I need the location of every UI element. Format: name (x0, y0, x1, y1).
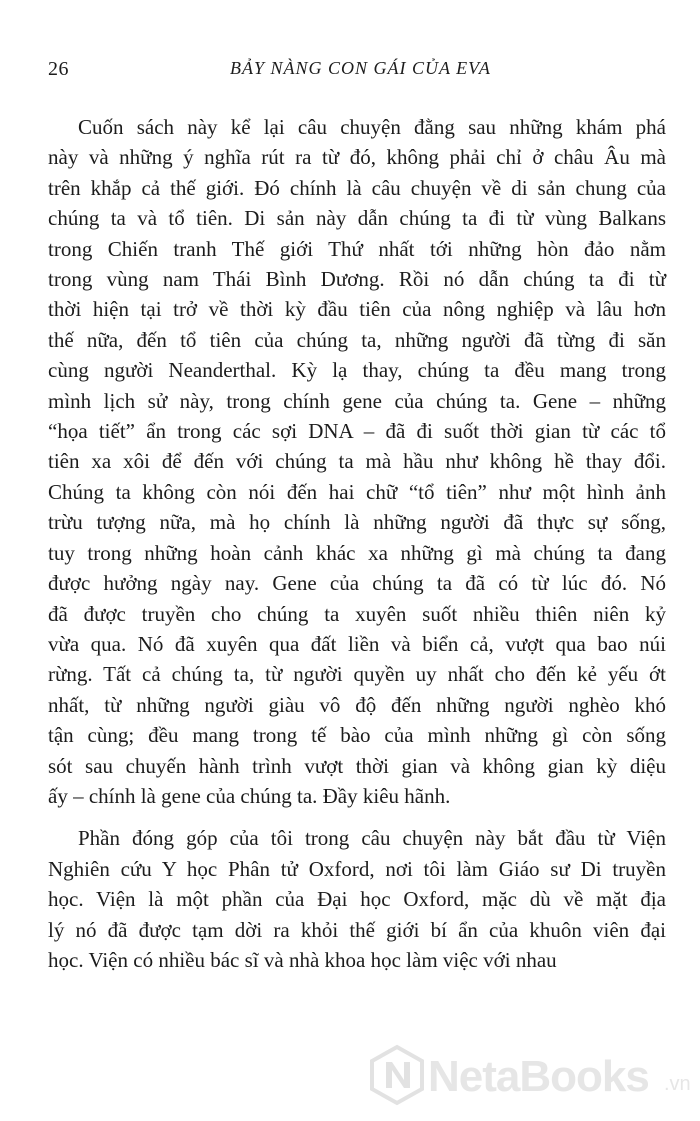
text-line: Nghiên cứu Y học Phân tử Oxford, nơi tôi làm Giáo sư Di truyền (48, 856, 666, 881)
text-line: lý nó đã được tạm dời ra khỏi thế giới bí ẩn của khuôn viên đại (48, 917, 666, 942)
text-line: học. Viện có nhiều bác sĩ và nhà khoa học làm việc với nhau (48, 947, 557, 972)
running-title: BẢY NÀNG CON GÁI CỦA EVA (230, 58, 491, 78)
text-line: tiên xa xôi để đến với chúng ta mà hầu như không hề thay đổi. (48, 449, 666, 474)
text-line: đã được truyền cho chúng ta xuyên suốt nhiều thiên niên kỷ (48, 601, 666, 626)
running-header (48, 58, 652, 88)
text-line: nhất, từ những người giàu vô độ đến những người nghèo khó (48, 692, 666, 717)
watermark-suffix: .vn (664, 1073, 691, 1095)
paragraph (48, 112, 666, 811)
text-line: Chúng ta không còn nói đến hai chữ “tổ tiên” như một hình ảnh (48, 479, 666, 504)
text-line: thế nữa, đến tổ tiên của chúng ta, những người đã từng đi săn (48, 327, 666, 352)
text-line: Cuốn sách này kể lại câu chuyện đằng sau những khám phá (78, 115, 666, 139)
text-line: ấy – chính là gene của chúng ta. Đầy kiêu hãnh. (48, 783, 451, 808)
page-number: 26 (48, 58, 69, 80)
body-text (48, 112, 666, 975)
paragraph (48, 823, 666, 975)
text-line: trong Chiến tranh Thế giới Thứ nhất tới những hòn đảo nằm (48, 236, 666, 261)
text-line: tuy trong những hoàn cảnh khác xa những gì mà chúng ta đang (48, 540, 666, 565)
text-line: trên khắp cả thế giới. Đó chính là câu chuyện về di sản chung của (48, 175, 666, 200)
text-line: chúng ta và tổ tiên. Di sản này dẫn chúng ta đi từ vùng Balkans (48, 206, 666, 231)
text-line: trừu tượng nữa, mà họ chính là những người đã thực sự sống, (48, 510, 666, 535)
text-line: Phần đóng góp của tôi trong câu chuyện này bắt đầu từ Viện (78, 826, 666, 851)
text-line: được hưởng ngày nay. Gene của chúng ta đã có từ lúc đó. Nó (48, 571, 666, 596)
text-line: thời hiện tại trở về thời kỳ đầu tiên của nông nghiệp và lâu hơn (48, 297, 666, 322)
text-line: tận cùng; đều mang trong tế bào của mình những gì còn sống (48, 723, 666, 748)
text-line: trong vùng nam Thái Bình Dương. Rồi nó dẫn chúng ta đi từ (48, 267, 666, 292)
text-line: “họa tiết” ẩn trong các sợi DNA – đã đi suốt thời gian từ các tổ (48, 419, 666, 444)
text-line: sót sau chuyến hành trình vượt thời gian và không gian kỳ diệu (48, 753, 666, 778)
text-line: mình lịch sử này, trong chính gene của chúng ta. Gene – những (48, 388, 666, 413)
text-line: cùng người Neanderthal. Kỳ lạ thay, chúng ta đều mang trong (48, 358, 666, 383)
watermark (366, 1040, 696, 1116)
text-line: học. Viện là một phần của Đại học Oxford, mặc dù về mặt địa (48, 887, 666, 912)
text-line: vừa qua. Nó đã xuyên qua đất liền và biển cả, vượt qua bao núi (48, 631, 666, 656)
text-line: rừng. Tất cả chúng ta, từ người quyền uy nhất cho đến kẻ yếu ớt (48, 662, 666, 687)
text-line: này và những ý nghĩa rút ra từ đó, không phải chỉ ở châu Âu mà (48, 145, 666, 170)
netabooks-logo-icon (366, 1044, 428, 1106)
watermark-brand: NetaBooks (428, 1052, 649, 1101)
